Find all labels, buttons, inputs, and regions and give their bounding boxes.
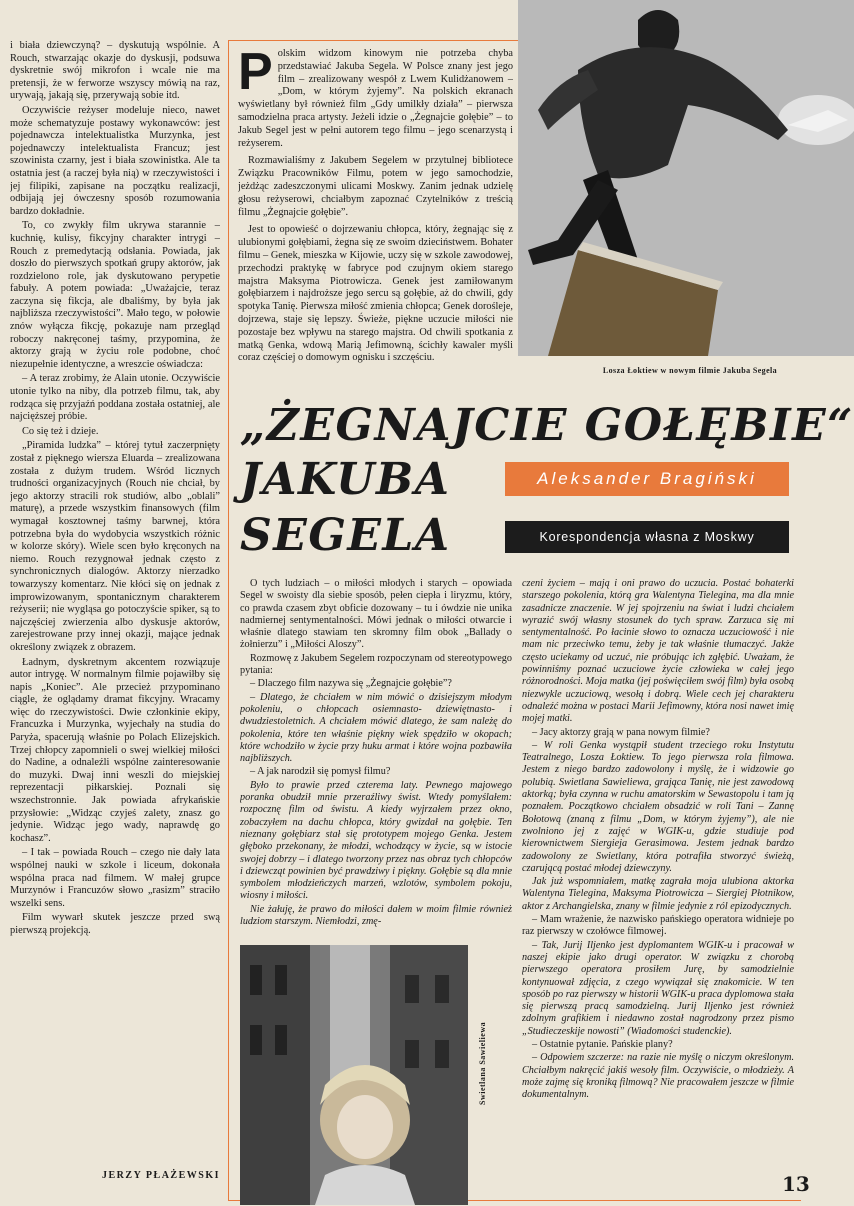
intro-paragraph: Polskim widzom kinowym nie potrzeba chyba przedstawiać Jakuba Segela. W Polsce znany jest jego film – zrealizowany wespół z Lwem Kulidżanowem – „Dom, w którym żyjemy”. Na polskich ekranach wyświetlany był również film „Gdy umilkły działa” – pierwsza samodzielna praca artysty. Jeżeli idzie o „Żegnajcie gołębie” – to Jakub Segel jest w pełni autorem tego filmu – jego scenarzystą i reżyserem.	[238, 48, 513, 149]
article-paragraph: Jak już wspomniałem, matkę zagrała moja ulubiona aktorka Walentyna Tielegina, Maksyma Piotrowicza – Siergiej Płotnikow, aktor z Archangielska, znany w filmie jedynie z ról epizodycznych.	[522, 876, 794, 912]
signature: JERZY PŁAŻEWSKI	[102, 1170, 220, 1181]
article-paragraph: – Mam wrażenie, że nazwisko pańskiego operatora widnieje po raz pierwszy w czołówce filmowej.	[522, 914, 794, 938]
article-paragraph: Rozmowę z Jakubem Segelem rozpoczynam od stereotypowego pytania:	[240, 652, 512, 677]
article-paragraph: – Dlatego, że chciałem w nim mówić o dzisiejszym młodym pokoleniu, o chłopcach osiemnasto- dziewiętnasto- i dwudziestoletnich. A chciałem mówić dlatego, że sam należę do pokolenia, które ten właśnie piękny wiek spędziło w okopach; które wchodziło w życie przy huku armat i które wojna pozbawiła najbliższych.	[240, 691, 512, 765]
photo-girl-street	[240, 945, 468, 1205]
article-paragraph: – Jacy aktorzy grają w pana nowym filmie?	[532, 726, 710, 738]
article-paragraph: – Ostatnie pytanie. Pańskie plany?	[532, 1038, 673, 1050]
headline-line-2: JAKUBA	[240, 454, 451, 505]
article-paragraph: – Dlaczego film nazywa się „Żegnajcie gołębie”?	[250, 678, 452, 690]
headline-line-3: SEGELA	[240, 510, 451, 561]
photo-caption-vertical: Swietlana Sawieliewa	[478, 1021, 487, 1105]
photo-illustration	[518, 0, 854, 356]
photo-caption: Losza Łoktiew w nowym filmie Jakuba Segela	[602, 366, 778, 375]
left-column-paragraph: „Piramida ludzka” – której tytuł zaczerpnięty został z pięknego wiersza Eluarda – zrealizowana została z dużym trudem. Wśród licznych trudności organizacyjnych (Rouch nie chciał, by jego aktorzy stracili rok studiów, albo „oblali” maturę), a przede wszystkim finansowych (film wymagał kosztownej taśmy barwnej, która potrzebna była do wydobycia wszystkich różnic w kolorze skóry). Wiele scen było kręconych na niemo. Rouch rezygnował jednak często z synchronicznych dialogów. Aktorzy nierzadko towarzyszy komentarz. Nie kłóci się on jednak z improwizowanym, spontanicznym charakterem reżyserii; nie wygląsa go potoczyście spiker, są to najczęściej zwierzenia albo dyskusje aktorów, zarejestrowane przy innej okazji, mające jednak określony związek z obrazem.	[10, 440, 220, 653]
intro-text	[238, 48, 513, 378]
article-paragraph: – Odpowiem szczerze: na razie nie myślę o niczym określonym. Chciałbym nakręcić jakiś wesoły film. Oczywiście, o młodzieży. A może zajmę się kroniką filmową? Nie pracowałem jeszcze w filmie dokumentalnym.	[522, 1052, 794, 1101]
article-column-3	[522, 578, 794, 1148]
photo-illustration	[240, 945, 468, 1205]
left-column-paragraph: i biała dziewczyną? – dyskutują wspólnie. A Rouch, stwarzając okazje do dyskusji, podsuwa dyskretnie swój mikrofon i wcale nie ma pretensji, że w ferworze wszyscy mówią na raz, urywają, jakają się, przerywają sobie itd.	[10, 40, 220, 102]
left-column-paragraph: Film wywarł skutek jeszcze przed swą pierwszą projekcją.	[10, 912, 220, 936]
drop-cap: P	[238, 48, 273, 101]
correspondence-banner: Korespondencja własna z Moskwy	[505, 521, 789, 553]
left-column-paragraph: – I tak – powiada Rouch – czego nie dały lata wspólnej nauki w szkole i liceum, dokonała wspólna praca nad filmem. W małej grupce Murzynów i Francuzów słowo „rasizm” straciło wszelki sens.	[10, 847, 220, 909]
page-number: 13	[782, 1172, 810, 1196]
article-paragraph: czeni życiem – mają i oni prawo do uczucia. Postać bohaterki starszego pokolenia, którą gra Walentyna Tielegina, ma dla mnie zasadnicze znaczenie. W jej spojrzeniu na świat i ludzi chciałem wyrazić swój własny stosunek do tych spraw. Zarzuca się mi sentymentalność. Po łacinie słowo to oznacza uczuciowość i nie mam nic przeciwko temu, żeby je tak właśnie tłumaczyć. Jakże często uciekamy od uczuć, nie próbując ich zgłębić. Uważam, że powinniśmy poznać uczuciowe życie człowieka w całej jego różnorodności. Moja matka (jej poświęciłem swój film) była osobą niezwykle uczuciową, wesołą i dobrą. Wiele cech jej charakteru odnaleźć można w postaci Marii Jefimowny, która nosi nawet imię mojej matki.	[522, 578, 794, 725]
left-column-paragraph: Oczywiście reżyser modeluje nieco, nawet może schematyzuje postawy wykonawców: jest pojednawcza intelektualistka Murzynka, jest pojednawczy intelektualista Francuz; jest szowinista czarny, jest i biała szowinistka. Ale ta ostatnia jest (a raczej była nią) w rzeczywistości i jej filipiki, zapisane na początku realizacji, odbijają jej ówczesny sposób rozumowania bardzo dokładnie.	[10, 104, 220, 217]
left-column	[10, 40, 220, 1165]
left-column-paragraph: – A teraz zrobimy, że Alain utonie. Oczywiście utonie tylko na niby, dla potrzeb filmu, tak, aby rodząca się przyjaźń poddana została ostatniej, ale najcięższej próbie.	[10, 373, 220, 423]
article-paragraph: – W roli Genka wystąpił student trzeciego roku Instytutu Teatralnego, Losza Łoktiew. To jego pierwsza rola filmowa. Jestem z niego bardzo zadowolony i myślę, że i widzowie go polubią. Swietlana Sawieliewa, grająca Tanię, nie jest zawodową aktorką; była czynna w ruchu amatorskim w Sewastopolu i tam ją poznałem. Początkowo chciałem obsadzić w roli Tani – Zannę Bołotową (znaną z filmu „Dom, w którym żyjemy”), ale nie zwolniono jej z zajęć w WGIK-u, gdzie studiuje pod kierownictwem Siergieja Gerasimowa. Jestem jednak bardzo zadowolony ze Swietlany, która potrafiła stworzyć świeżą, czarującą postać młodej dziewczyny.	[522, 739, 794, 874]
article-column-2	[240, 578, 512, 938]
left-column-paragraph: Ładnym, dyskretnym akcentem rozwiązuje autor intrygę. W normalnym filmie pojawiłby się napis „Koniec”. Ale przecież przypominano ciągle, że oglądamy dramat fikcyjny. Wracamy więc do rzeczywistości. Dwie członkinie ekipy, Francuzka i Murzynka, wyjechały na studia do Paryża, spacerują właśnie po Polach Elizejskich. Trzej chłopcy zapomnieli o swej wielkiej miłości do Nadine, a odnaleźli wspólne zainteresowanie do muzyki. Dwaj inni weszli do miejskiej reprezentacji piłkarskiej. Poznali się wszechstronnie. Jak powiada afrykańskie przysłowie: „Widząc czyjeś zalety, znasz go jedynie. Widząc jego wady, naprawdę go kochasz”.	[10, 656, 220, 844]
left-column-paragraph: Co się też i dzieje.	[22, 425, 99, 437]
article-paragraph: – A jak narodził się pomysł filmu?	[250, 766, 391, 778]
article-paragraph: Nie żałuję, że prawo do miłości dałem w moim filmie również ludziom starszym. Niemłodzi, zmę-	[240, 903, 512, 928]
left-column-paragraph: To, co zwykły film ukrywa starannie – kuchnię, kulisy, fikcyjny charakter intrygi – Rouch z premedytacją odsłania. Powiada, jak doszło do pierwszych spotkań grupy aktorów, jak rozdzielono role, jak dyskutowano perypetie fabuły. A potem powiada: „Uważajcie, teraz zaczyna się fikcja, ale dbaliśmy, by była jak najbliższa rzeczywistości”. Mało tego, w połowie znów wyłącza fikcję, pokazuje nam przegląd roboczy nakręconej taśmy, przypomina, że aktorzy grają w życiu role podobne, choć niezupełnie identyczne, a wreszcie oświadcza:	[10, 220, 220, 370]
article-paragraph: O tych ludziach – o miłości młodych i starych – opowiada Segel w swoisty dla siebie sposób, pełen ciepła i liryzmu, który, co prawda czasem zbyt obficie dozowany – tu i ówdzie nie unika nadmiernej sentymentalności. Mówi jednak o miłości otwarcie i właśnie dlatego stawiam ten skromny film obok „Ballady o żołnierzu” i „Miłości Aloszy”.	[240, 578, 512, 651]
intro-paragraph: Rozmawialiśmy z Jakubem Segelem w przytulnej bibliotece Związku Pracowników Filmu, potem w jego samochodzie, jeżdżąc zadeszczonymi ulicami Moskwy. Zanim jednak udzielę głosu reżyserowi, chciałbym zapoznać Czytelników z treścią filmu „Żegnajcie gołębie”.	[238, 155, 513, 218]
photo-boy-jumping	[518, 0, 854, 356]
headline-line-1: „ŻEGNAJCIE GOŁĘBIE“	[240, 400, 854, 451]
author-banner: Aleksander Bragiński	[505, 462, 789, 496]
article-paragraph: Było to prawie przed czterema laty. Pewnego majowego poranka obudził mnie przeraźliwy świst. Wtedy pomyślałem: rozpocznę film od świstu. A kiedy wyjrzałem przez okno, zobaczyłem na dachu chłopca, który gwizdał na gołębie. Ten nieznany gołębiarz stał się prototypem mojego Genka. Jestem głęboko przekonany, że młodzi, wchodzący w życie, są w istocie swojej dobrzy – i dlatego tworzony przez nas obraz tych chłopców i dziewcząt powinien być prawdziwy i piękny. Gołębie są dla mnie symbolem młodzieńczych marzeń, wzlotów, symbolem pokoju, wiosny i miłości.	[240, 779, 512, 902]
article-paragraph: – Tak, Jurij Iljenko jest dyplomantem WGIK-u i pracował w naszej ekipie jako drugi operator. W związku z chorobą pierwszego operatora prosiłem Jurę, by samodzielnie kontynuował zdjęcia, z czego wywiązał się znakomicie. W ten sposób po raz pierwszy w historii WGIK-u praca dyplomowa stała się pierwszą pracą samodzielną. Jurij Iljenko jest również zdolnym grafikiem i niedawno został nagrodzony przez pismo „Studieczeskije nowosti” (Wiadomości studenckie).	[522, 939, 794, 1037]
intro-paragraph: Jest to opowieść o dojrzewaniu chłopca, który, żegnając się z ulubionymi gołębiami, żegna się ze swoim dzieciństwem. Bohater filmu – Genek, mieszka w Kijowie, uczy się w szkole zawodowej, przechodzi praktykę w fabryce pod czujnym okiem starego majstra Maksyma Piotrowicza. Genek jest zamiłowanym gołębiarzem i najdroższe jego sercu są gołębie, aż do chwili, gdy spotyka Tanię. Pierwsza miłość zmienia chłopca; Genek dorośleje, dojrzewa, staje się lepszy. Świeże, piękne uczucie miłości nie pozostaje bez wpływu na starego majstra. Od chwili spotkania z matką Genka, wdową Marią Jefimowną, ścichły kawaler myśli coraz częściej o domowym ognisku i szczęściu.	[238, 224, 513, 364]
